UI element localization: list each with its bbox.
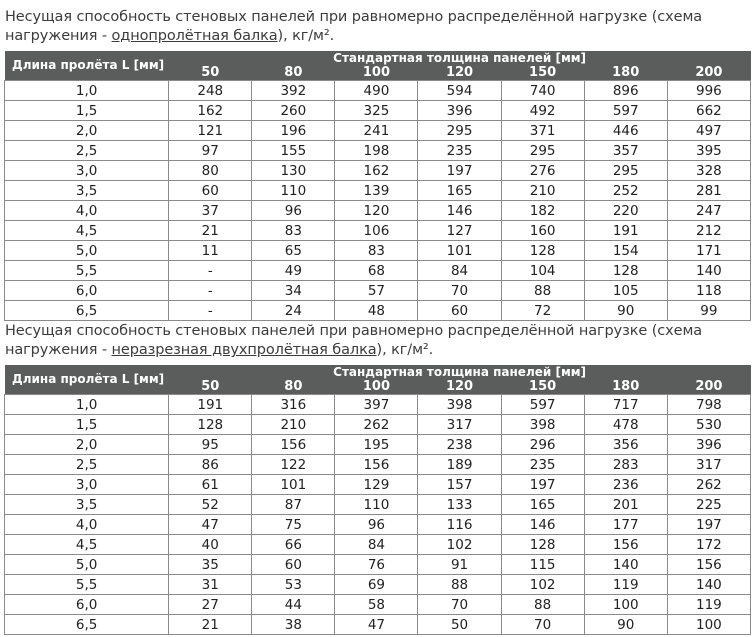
load-value-cell: 210 <box>252 415 335 435</box>
load-value-cell: 60 <box>418 301 501 321</box>
load-value-cell: 72 <box>501 301 584 321</box>
load-value-cell: 357 <box>584 141 667 161</box>
load-value-cell: 44 <box>252 595 335 615</box>
load-value-cell: 446 <box>584 121 667 141</box>
load-value-cell: 189 <box>418 455 501 475</box>
row-header-span-length: Длина пролёта L [мм] <box>5 365 169 395</box>
span-length-cell: 5,0 <box>5 555 169 575</box>
span-length-cell: 3,0 <box>5 475 169 495</box>
load-value-cell: 295 <box>501 141 584 161</box>
load-value-cell: 236 <box>584 475 667 495</box>
table-row <box>5 455 751 475</box>
load-value-cell: 172 <box>667 535 750 555</box>
load-value-cell: 162 <box>169 101 252 121</box>
load-value-cell: 61 <box>169 475 252 495</box>
load-value-cell: 262 <box>335 415 418 435</box>
thickness-header-cell: 150 <box>501 380 584 395</box>
load-value-cell: 492 <box>501 101 584 121</box>
load-value-cell: 21 <box>169 615 252 635</box>
span-length-cell: 2,0 <box>5 435 169 455</box>
load-value-cell: 128 <box>501 535 584 555</box>
span-length-cell: 5,5 <box>5 261 169 281</box>
load-value-cell: 40 <box>169 535 252 555</box>
load-value-cell: 128 <box>501 241 584 261</box>
load-value-cell: 490 <box>335 81 418 101</box>
load-value-cell: 127 <box>418 221 501 241</box>
load-value-cell: - <box>169 261 252 281</box>
thickness-header-cell: 120 <box>418 380 501 395</box>
load-value-cell: 210 <box>501 181 584 201</box>
load-value-cell: 140 <box>584 555 667 575</box>
load-value-cell: 325 <box>335 101 418 121</box>
thickness-header-cell: 200 <box>667 66 750 81</box>
load-value-cell: 105 <box>584 281 667 301</box>
load-value-cell: 155 <box>252 141 335 161</box>
load-value-cell: 156 <box>667 555 750 575</box>
load-value-cell: 88 <box>501 595 584 615</box>
load-value-cell: 197 <box>667 515 750 535</box>
load-value-cell: 191 <box>584 221 667 241</box>
load-value-cell: 196 <box>252 121 335 141</box>
table-header <box>5 51 751 81</box>
load-value-cell: 91 <box>418 555 501 575</box>
table-row <box>5 615 751 635</box>
load-value-cell: 120 <box>335 201 418 221</box>
table-row <box>5 281 751 301</box>
load-value-cell: 104 <box>501 261 584 281</box>
load-value-cell: 53 <box>252 575 335 595</box>
load-value-cell: 295 <box>418 121 501 141</box>
load-value-cell: 182 <box>501 201 584 221</box>
load-value-cell: 260 <box>252 101 335 121</box>
load-value-cell: 49 <box>252 261 335 281</box>
load-value-cell: 316 <box>252 395 335 415</box>
table-row <box>5 121 751 141</box>
load-value-cell: 276 <box>501 161 584 181</box>
table-row <box>5 101 751 121</box>
load-table-section-single-span <box>4 8 751 321</box>
span-length-cell: 4,0 <box>5 201 169 221</box>
load-value-cell: 662 <box>667 101 750 121</box>
load-value-cell: 68 <box>335 261 418 281</box>
table-row <box>5 301 751 321</box>
load-value-cell: 212 <box>667 221 750 241</box>
load-value-cell: 110 <box>335 495 418 515</box>
span-length-cell: 4,5 <box>5 535 169 555</box>
load-value-cell: 154 <box>584 241 667 261</box>
load-value-cell: 57 <box>335 281 418 301</box>
table-row <box>5 575 751 595</box>
load-value-cell: 597 <box>501 395 584 415</box>
load-value-cell: 27 <box>169 595 252 615</box>
table-row <box>5 221 751 241</box>
thickness-header-cell: 50 <box>169 66 252 81</box>
span-length-cell: 1,5 <box>5 415 169 435</box>
load-value-cell: 225 <box>667 495 750 515</box>
table-caption <box>5 322 751 360</box>
caption-units: ), кг/м². <box>376 342 434 358</box>
table-header <box>5 365 751 395</box>
load-value-cell: 156 <box>252 435 335 455</box>
span-length-cell: 5,0 <box>5 241 169 261</box>
load-table-section-two-span <box>4 322 751 635</box>
load-value-cell: 21 <box>169 221 252 241</box>
load-value-cell: 248 <box>169 81 252 101</box>
load-value-cell: 122 <box>252 455 335 475</box>
load-value-cell: 996 <box>667 81 750 101</box>
load-value-cell: 100 <box>584 595 667 615</box>
caption-text: Несущая способность стеновых панелей при равномерно распределённой нагрузке (схема нагружения - <box>5 323 703 358</box>
load-value-cell: 60 <box>169 181 252 201</box>
table-row <box>5 555 751 575</box>
load-value-cell: 83 <box>335 241 418 261</box>
load-value-cell: 157 <box>418 475 501 495</box>
table-row <box>5 475 751 495</box>
table-row <box>5 595 751 615</box>
load-value-cell: 119 <box>667 595 750 615</box>
load-value-cell: 50 <box>418 615 501 635</box>
load-value-cell: 165 <box>501 495 584 515</box>
load-value-cell: 84 <box>418 261 501 281</box>
load-value-cell: 317 <box>418 415 501 435</box>
span-length-cell: 5,5 <box>5 575 169 595</box>
table-row <box>5 241 751 261</box>
load-value-cell: 96 <box>252 201 335 221</box>
load-value-cell: 262 <box>667 475 750 495</box>
load-value-cell: 76 <box>335 555 418 575</box>
load-value-cell: 398 <box>501 415 584 435</box>
load-value-cell: 80 <box>169 161 252 181</box>
thickness-header-cell: 100 <box>335 380 418 395</box>
load-value-cell: 497 <box>667 121 750 141</box>
load-value-cell: 392 <box>252 81 335 101</box>
load-value-cell: 197 <box>501 475 584 495</box>
load-value-cell: 101 <box>418 241 501 261</box>
load-value-cell: 60 <box>252 555 335 575</box>
load-value-cell: 70 <box>418 281 501 301</box>
load-value-cell: 165 <box>418 181 501 201</box>
load-value-cell: 65 <box>252 241 335 261</box>
load-value-cell: 75 <box>252 515 335 535</box>
table-row <box>5 141 751 161</box>
load-value-cell: 106 <box>335 221 418 241</box>
load-value-cell: 241 <box>335 121 418 141</box>
span-length-cell: 3,0 <box>5 161 169 181</box>
thickness-header-cell: 200 <box>667 380 750 395</box>
span-length-cell: 1,0 <box>5 81 169 101</box>
table-row <box>5 435 751 455</box>
load-value-cell: 371 <box>501 121 584 141</box>
load-value-cell: 201 <box>584 495 667 515</box>
load-value-cell: 102 <box>418 535 501 555</box>
caption-scheme-link[interactable]: однопролётная балка <box>111 28 278 44</box>
load-value-cell: 34 <box>252 281 335 301</box>
load-value-cell: 220 <box>584 201 667 221</box>
load-value-cell: 87 <box>252 495 335 515</box>
load-value-cell: 198 <box>335 141 418 161</box>
load-value-cell: 235 <box>501 455 584 475</box>
load-value-cell: 397 <box>335 395 418 415</box>
load-value-cell: 162 <box>335 161 418 181</box>
load-value-cell: 97 <box>169 141 252 161</box>
span-length-cell: 4,0 <box>5 515 169 535</box>
load-value-cell: 139 <box>335 181 418 201</box>
load-value-cell: 252 <box>584 181 667 201</box>
load-value-cell: 47 <box>169 515 252 535</box>
load-value-cell: 177 <box>584 515 667 535</box>
table-body <box>5 81 751 321</box>
load-value-cell: 597 <box>584 101 667 121</box>
span-length-cell: 2,0 <box>5 121 169 141</box>
load-value-cell: 66 <box>252 535 335 555</box>
load-value-cell: 35 <box>169 555 252 575</box>
thickness-header-cell: 80 <box>252 66 335 81</box>
load-value-cell: 478 <box>584 415 667 435</box>
load-value-cell: 96 <box>335 515 418 535</box>
table-row <box>5 515 751 535</box>
table-row <box>5 495 751 515</box>
load-value-cell: 58 <box>335 595 418 615</box>
caption-scheme-link[interactable]: неразрезная двухпролётная балка <box>111 342 377 358</box>
thickness-header-cell: 150 <box>501 66 584 81</box>
load-value-cell: 247 <box>667 201 750 221</box>
load-value-cell: 99 <box>667 301 750 321</box>
load-value-cell: 530 <box>667 415 750 435</box>
load-value-cell: 133 <box>418 495 501 515</box>
load-value-cell: 717 <box>584 395 667 415</box>
table-row <box>5 201 751 221</box>
span-length-cell: 6,5 <box>5 615 169 635</box>
load-value-cell: 70 <box>418 595 501 615</box>
load-value-cell: 90 <box>584 615 667 635</box>
load-value-cell: 328 <box>667 161 750 181</box>
load-value-cell: 238 <box>418 435 501 455</box>
load-value-cell: 128 <box>169 415 252 435</box>
load-value-cell: 38 <box>252 615 335 635</box>
load-value-cell: 130 <box>252 161 335 181</box>
thickness-header-cell: 120 <box>418 66 501 81</box>
thickness-header-cell: 100 <box>335 66 418 81</box>
load-value-cell: 119 <box>584 575 667 595</box>
load-value-cell: 396 <box>667 435 750 455</box>
load-value-cell: 191 <box>169 395 252 415</box>
span-length-cell: 6,0 <box>5 595 169 615</box>
load-value-cell: 90 <box>584 301 667 321</box>
thickness-header-cell: 80 <box>252 380 335 395</box>
span-length-cell: 3,5 <box>5 181 169 201</box>
thickness-header-cell: 180 <box>584 66 667 81</box>
caption-units: ), кг/м². <box>277 28 335 44</box>
load-value-cell: 740 <box>501 81 584 101</box>
table-caption <box>5 8 751 46</box>
load-value-cell: 37 <box>169 201 252 221</box>
load-value-cell: 295 <box>584 161 667 181</box>
load-value-cell: 31 <box>169 575 252 595</box>
group-header-thickness: Стандартная толщина панелей [мм] <box>169 51 751 66</box>
span-length-cell: 2,5 <box>5 455 169 475</box>
load-value-cell: 171 <box>667 241 750 261</box>
load-table <box>4 51 751 321</box>
span-length-cell: 1,0 <box>5 395 169 415</box>
load-value-cell: 116 <box>418 515 501 535</box>
load-value-cell: 115 <box>501 555 584 575</box>
table-row <box>5 81 751 101</box>
load-value-cell: 156 <box>584 535 667 555</box>
load-value-cell: 86 <box>169 455 252 475</box>
load-value-cell: 896 <box>584 81 667 101</box>
load-value-cell: 140 <box>667 261 750 281</box>
span-length-cell: 6,5 <box>5 301 169 321</box>
thickness-header-cell: 180 <box>584 380 667 395</box>
load-value-cell: 129 <box>335 475 418 495</box>
load-value-cell: 70 <box>501 615 584 635</box>
table-row <box>5 535 751 555</box>
load-value-cell: 84 <box>335 535 418 555</box>
load-value-cell: 594 <box>418 81 501 101</box>
span-length-cell: 6,0 <box>5 281 169 301</box>
table-row <box>5 415 751 435</box>
load-value-cell: 160 <box>501 221 584 241</box>
load-value-cell: 52 <box>169 495 252 515</box>
load-value-cell: 95 <box>169 435 252 455</box>
load-value-cell: 146 <box>501 515 584 535</box>
load-value-cell: 356 <box>584 435 667 455</box>
load-value-cell: 317 <box>667 455 750 475</box>
table-row <box>5 161 751 181</box>
load-value-cell: 47 <box>335 615 418 635</box>
load-value-cell: 88 <box>501 281 584 301</box>
load-value-cell: 118 <box>667 281 750 301</box>
load-value-cell: - <box>169 281 252 301</box>
load-value-cell: 146 <box>418 201 501 221</box>
load-value-cell: 396 <box>418 101 501 121</box>
load-value-cell: 102 <box>501 575 584 595</box>
thickness-header-cell: 50 <box>169 380 252 395</box>
load-value-cell: 69 <box>335 575 418 595</box>
group-header-thickness: Стандартная толщина панелей [мм] <box>169 365 751 380</box>
load-value-cell: 798 <box>667 395 750 415</box>
caption-text: Несущая способность стеновых панелей при равномерно распределённой нагрузке (схема нагружения - <box>5 9 703 44</box>
load-value-cell: 88 <box>418 575 501 595</box>
load-value-cell: 11 <box>169 241 252 261</box>
load-value-cell: 140 <box>667 575 750 595</box>
load-value-cell: 101 <box>252 475 335 495</box>
load-value-cell: 296 <box>501 435 584 455</box>
load-value-cell: 235 <box>418 141 501 161</box>
load-value-cell: 128 <box>584 261 667 281</box>
load-value-cell: 197 <box>418 161 501 181</box>
load-value-cell: 83 <box>252 221 335 241</box>
load-value-cell: 281 <box>667 181 750 201</box>
load-value-cell: 24 <box>252 301 335 321</box>
table-body <box>5 395 751 635</box>
span-length-cell: 3,5 <box>5 495 169 515</box>
table-row <box>5 181 751 201</box>
load-table <box>4 365 751 635</box>
load-value-cell: 395 <box>667 141 750 161</box>
load-value-cell: 121 <box>169 121 252 141</box>
load-value-cell: 100 <box>667 615 750 635</box>
span-length-cell: 4,5 <box>5 221 169 241</box>
table-row <box>5 261 751 281</box>
load-value-cell: 283 <box>584 455 667 475</box>
row-header-span-length: Длина пролёта L [мм] <box>5 51 169 81</box>
span-length-cell: 1,5 <box>5 101 169 121</box>
load-value-cell: 110 <box>252 181 335 201</box>
load-value-cell: 48 <box>335 301 418 321</box>
span-length-cell: 2,5 <box>5 141 169 161</box>
load-value-cell: 398 <box>418 395 501 415</box>
load-value-cell: - <box>169 301 252 321</box>
table-row <box>5 395 751 415</box>
load-value-cell: 195 <box>335 435 418 455</box>
load-value-cell: 156 <box>335 455 418 475</box>
